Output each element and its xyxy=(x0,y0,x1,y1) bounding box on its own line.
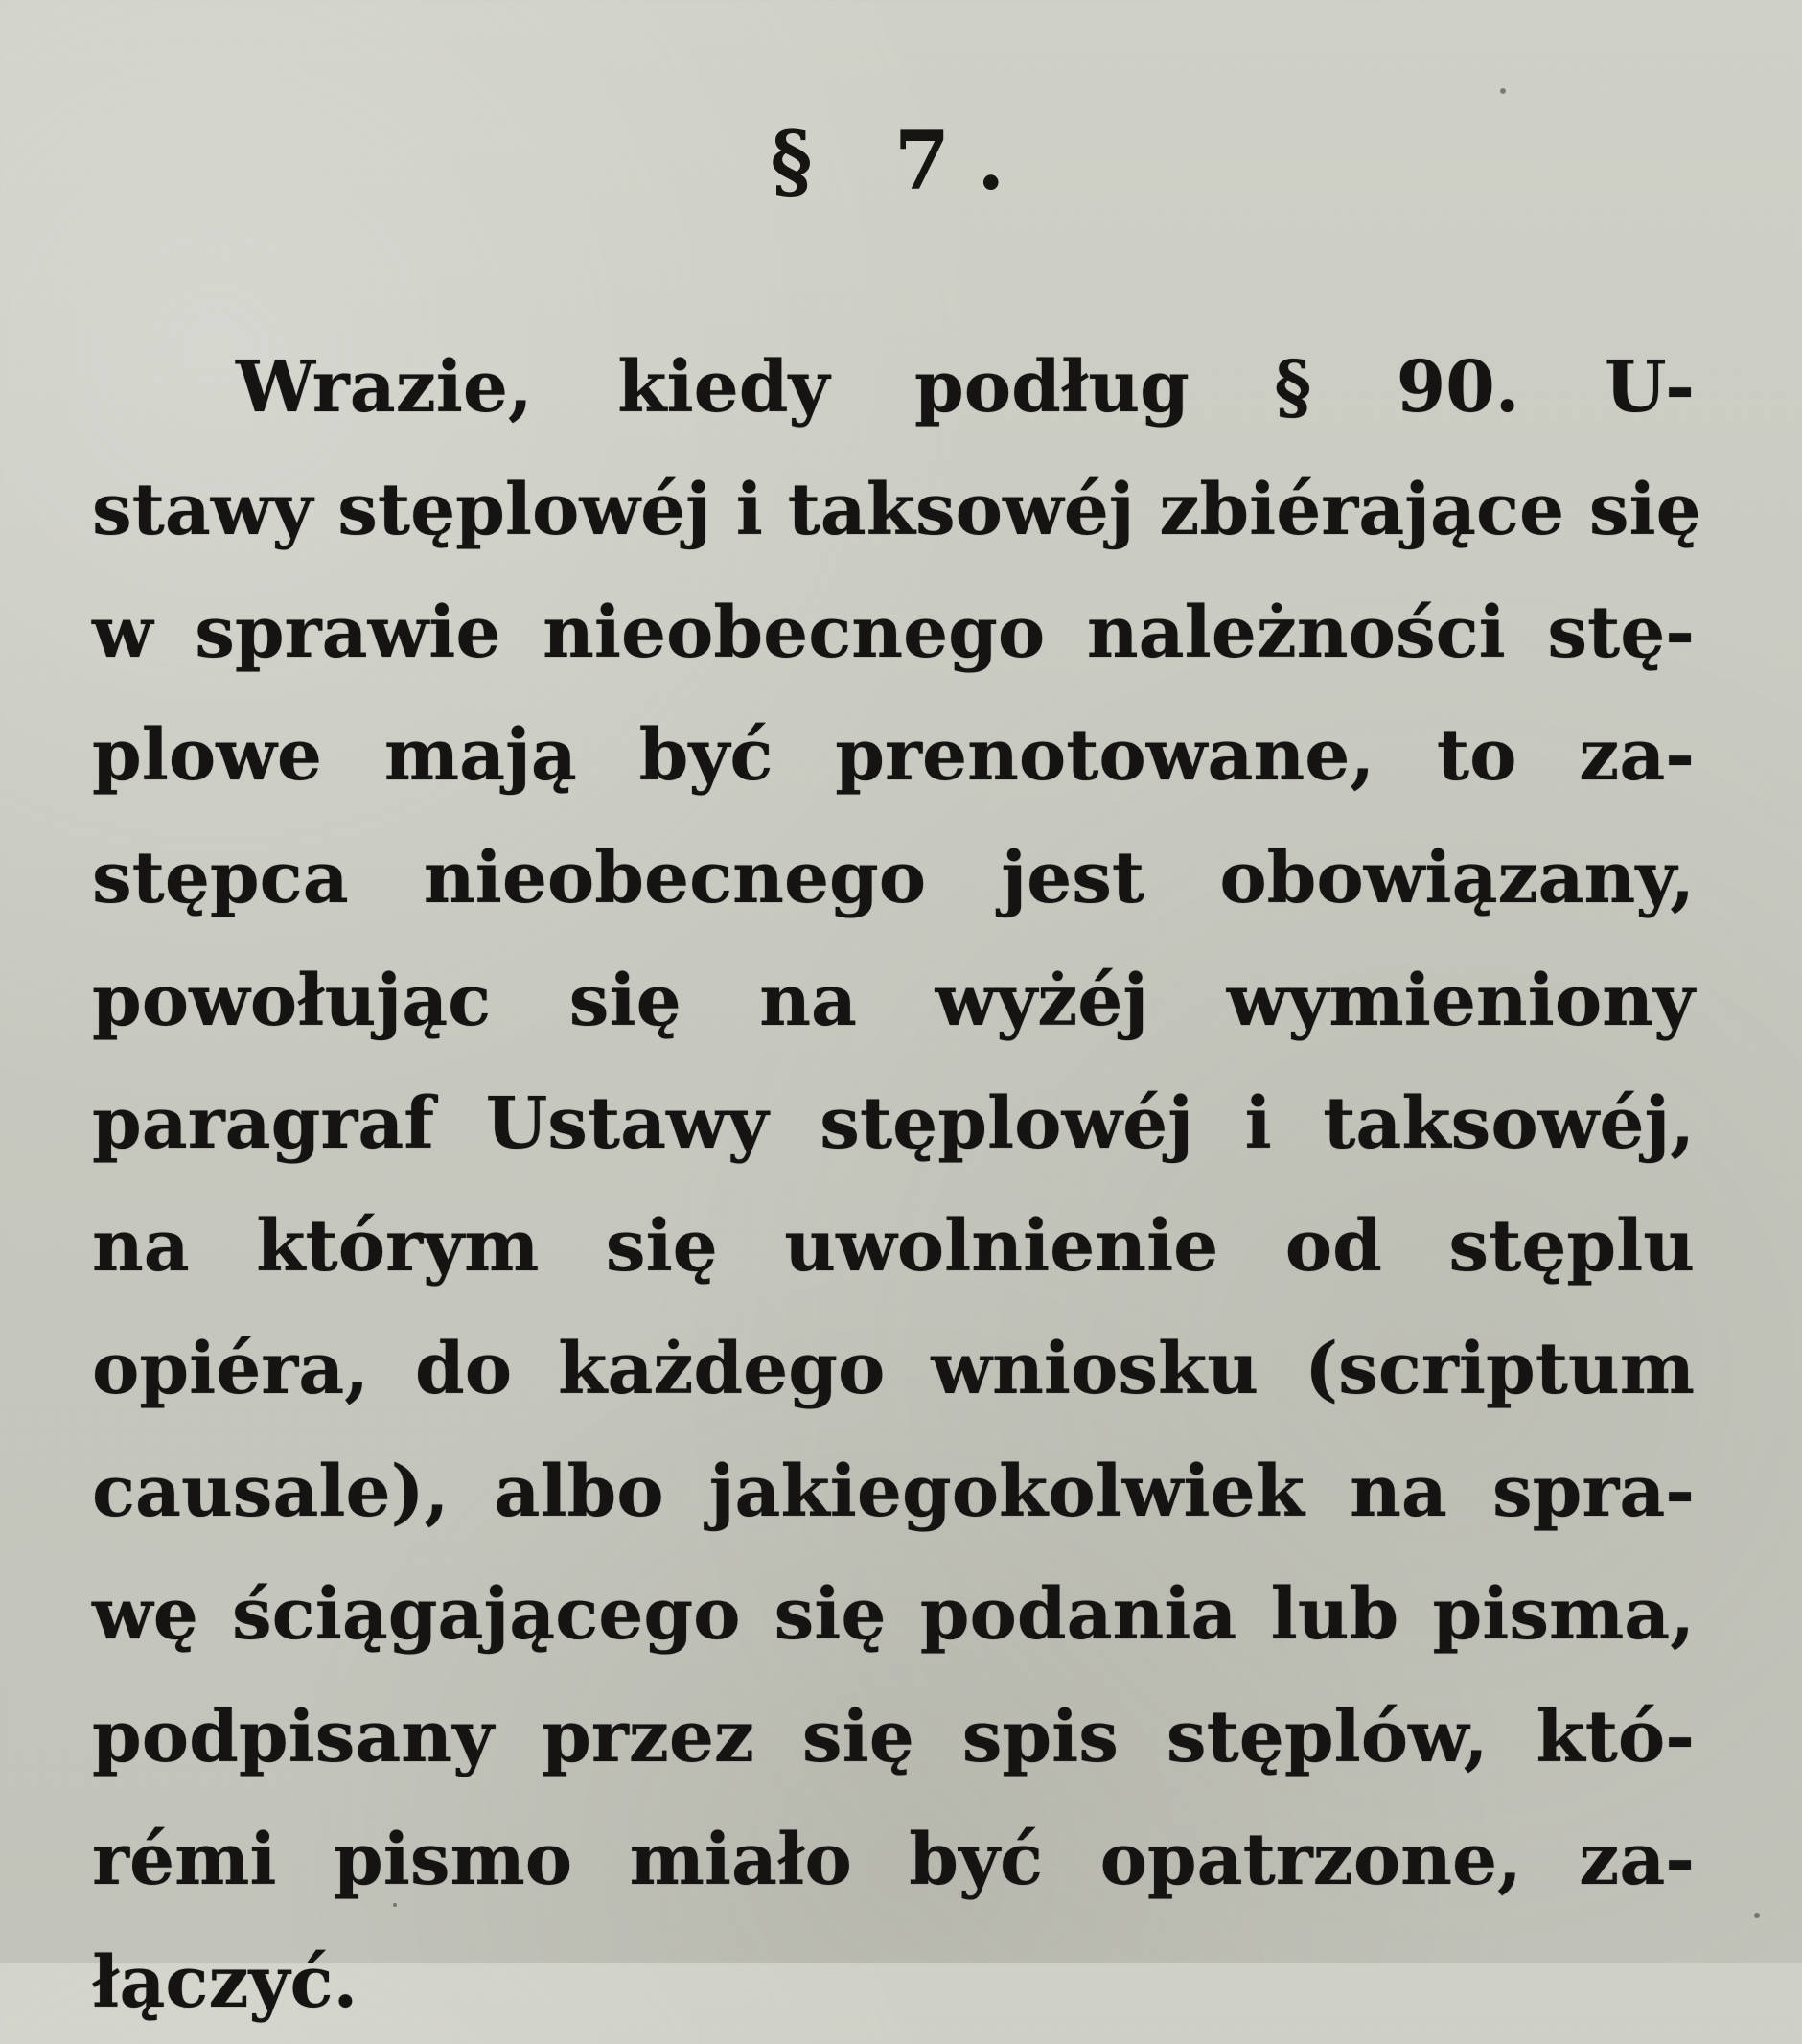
section-heading: § 7. xyxy=(770,113,1032,208)
paper-speck xyxy=(1754,1913,1760,1918)
paragraph-line: w sprawie nieobecnego należności stę- xyxy=(92,592,1695,674)
paragraph xyxy=(92,326,1701,2044)
paper-speck xyxy=(1500,88,1506,94)
paragraph-line: Wrazie, kiedy podług § 90. U- xyxy=(236,346,1695,429)
paragraph-line: opiéra, do każdego wniosku (scriptum xyxy=(92,1328,1695,1410)
paragraph-line: stawy stęplowéj i taksowéj zbiérające się xyxy=(92,469,1701,551)
paragraph-line: plowe mają być prenotowane, to za- xyxy=(92,714,1695,797)
paragraph-line: rémi pismo miało być opatrzone, za- xyxy=(92,1819,1695,1901)
paragraph-line: powołując się na wyżéj wymieniony xyxy=(92,960,1695,1042)
paragraph-line: podpisany przez się spis stęplów, któ- xyxy=(92,1696,1695,1778)
paragraph-line: stępca nieobecnego jest obowiązany, xyxy=(92,837,1695,919)
paragraph-line: causale), albo jakiegokolwiek na spra- xyxy=(92,1451,1695,1533)
paragraph-line: wę ściągającego się podania lub pisma, xyxy=(92,1573,1695,1656)
paragraph-line: paragraf Ustawy stęplowéj i taksowéj, xyxy=(92,1082,1695,1165)
paragraph-line: na którym się uwolnienie od stęplu xyxy=(92,1205,1695,1288)
paragraph-line: łączyć. xyxy=(92,1941,358,2024)
